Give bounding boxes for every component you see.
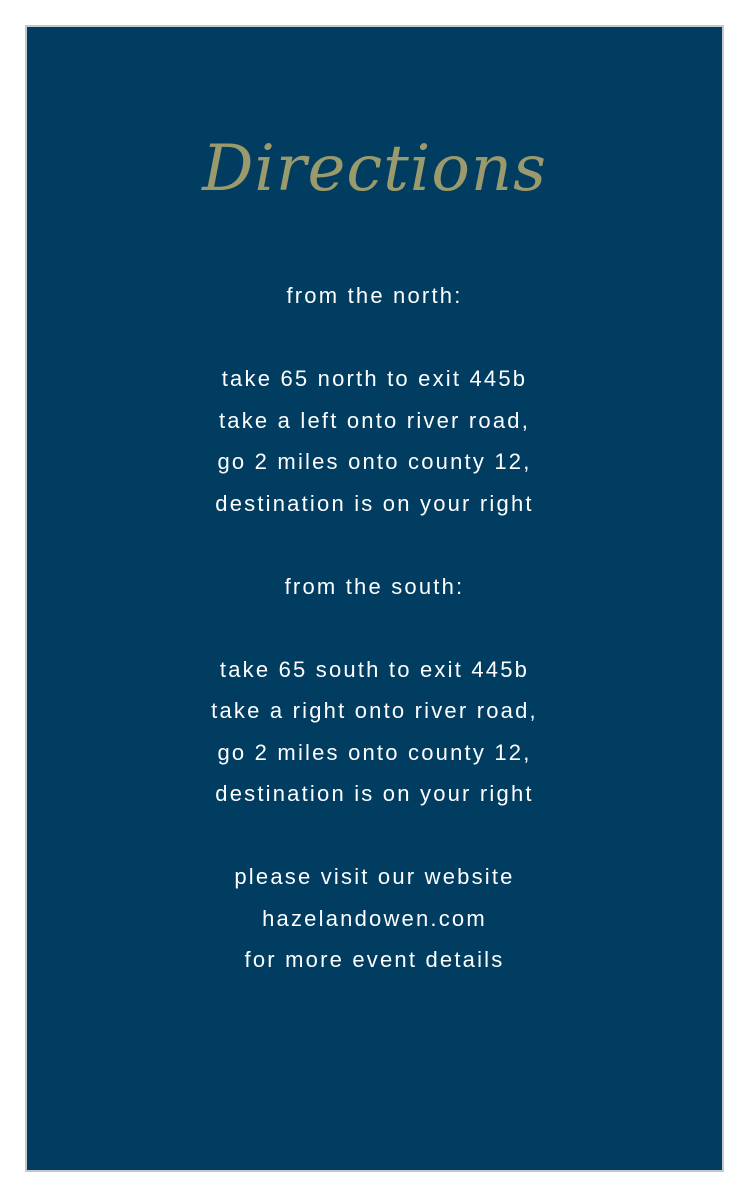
north-line: go 2 miles onto county 12,	[217, 449, 532, 474]
south-line: take a right onto river road,	[211, 698, 538, 723]
south-heading: from the south:	[284, 573, 465, 599]
website-url: hazelandowen.com	[262, 905, 487, 931]
card-title: Directions	[202, 132, 547, 206]
north-line: destination is on your right	[215, 490, 534, 516]
section-spacer	[27, 524, 722, 566]
south-line: take 65 south to exit 445b	[219, 656, 530, 682]
directions-body	[27, 275, 722, 981]
south-line: go 2 miles onto county 12,	[217, 739, 532, 765]
website-line: for more event details	[244, 947, 505, 972]
north-heading: from the north:	[286, 283, 463, 308]
section-spacer	[27, 317, 722, 359]
section-spacer	[27, 607, 722, 649]
north-line: take a left onto river road,	[218, 407, 531, 433]
south-line: destination is on your right	[215, 781, 534, 806]
directions-card	[27, 27, 722, 1170]
directions-card-frame	[25, 25, 724, 1172]
north-line: take 65 north to exit 445b	[221, 366, 528, 391]
section-spacer	[27, 815, 722, 857]
website-line: please visit our website	[234, 864, 515, 889]
